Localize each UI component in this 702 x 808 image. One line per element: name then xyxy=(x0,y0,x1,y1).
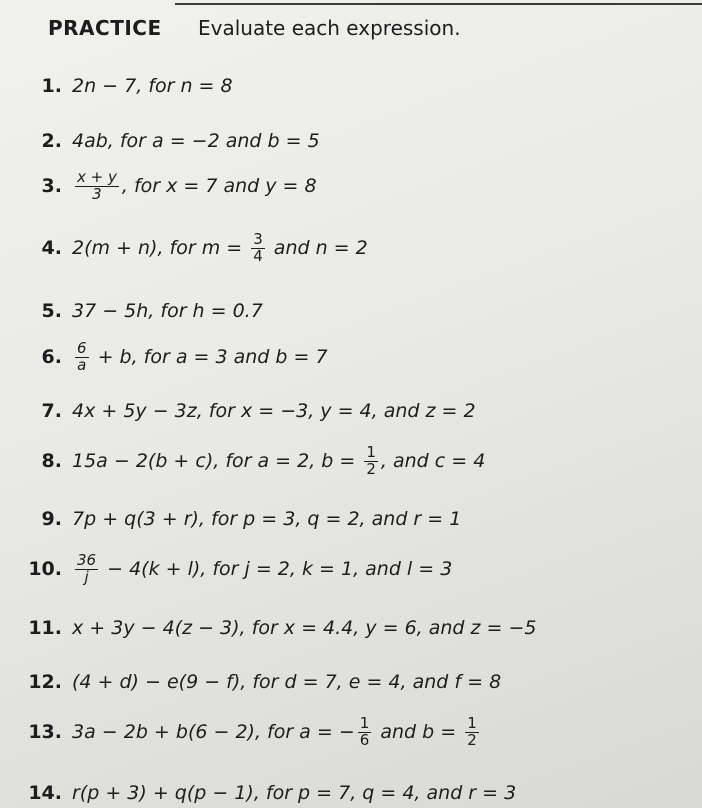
denominator: j xyxy=(84,567,89,586)
fraction xyxy=(358,716,372,749)
problem-12 xyxy=(24,671,501,693)
problem-number: 4. xyxy=(41,236,62,259)
problem-text: 2(m + n), for m = xyxy=(72,236,249,259)
denominator: 2 xyxy=(467,730,477,749)
problem-9 xyxy=(24,508,461,530)
section-label: PRACTICE xyxy=(48,16,162,40)
numerator: 3 xyxy=(253,230,263,248)
numerator: 36 xyxy=(77,551,97,569)
problem-text: 2n − 7, for n = 8 xyxy=(72,75,233,97)
problem-7 xyxy=(24,400,476,422)
problem-text: 15a − 2(b + c), for a = 2, b = xyxy=(72,449,362,472)
problem-13 xyxy=(24,716,482,749)
problem-number: 3. xyxy=(41,174,62,197)
problem-text: 37 − 5h, for h = 0.7 xyxy=(72,300,263,322)
denominator: a xyxy=(77,355,87,374)
problem-number: 5. xyxy=(41,300,62,322)
problem-text: , for x = 7 and y = 8 xyxy=(121,174,317,197)
top-rule xyxy=(175,3,702,5)
problem-number: 14. xyxy=(28,782,62,804)
problem-number: 13. xyxy=(28,720,62,743)
fraction xyxy=(364,445,378,478)
problem-text: 7p + q(3 + r), for p = 3, q = 2, and r = 1 xyxy=(72,508,462,530)
problem-2 xyxy=(24,130,320,152)
denominator: 6 xyxy=(359,730,370,749)
denominator: 4 xyxy=(253,246,263,265)
problem-number: 12. xyxy=(28,671,62,693)
problem-number: 6. xyxy=(41,345,62,368)
problem-8 xyxy=(24,445,485,478)
problem-text: + b, for a = 3 and b = 7 xyxy=(91,345,328,368)
problem-number: 9. xyxy=(41,508,62,530)
problem-3 xyxy=(24,170,317,203)
problem-number: 8. xyxy=(41,449,62,472)
problem-text: 4ab, for a = −2 and b = 5 xyxy=(72,130,320,152)
numerator: 1 xyxy=(366,443,376,461)
fraction xyxy=(75,553,98,586)
fraction xyxy=(75,341,89,374)
problem-text-mid: and b = xyxy=(374,720,463,743)
numerator: x + y xyxy=(77,168,117,186)
problem-text: 3a − 2b + b(6 − 2), for a = − xyxy=(72,720,355,743)
problem-text-end: and n = 2 xyxy=(267,236,368,259)
denominator: 2 xyxy=(366,459,376,478)
problem-text-end: , and c = 4 xyxy=(380,449,486,472)
problem-number: 7. xyxy=(41,400,62,422)
problem-number: 2. xyxy=(41,130,62,152)
problem-6 xyxy=(24,341,328,374)
instruction-text: Evaluate each expression. xyxy=(198,16,461,40)
problem-number: 11. xyxy=(28,617,62,639)
fraction-2 xyxy=(465,716,479,749)
fraction xyxy=(251,232,265,265)
problem-text: (4 + d) − e(9 − f), for d = 7, e = 4, and f = 8 xyxy=(72,671,502,693)
problem-text: − 4(k + l), for j = 2, k = 1, and l = 3 xyxy=(101,557,453,580)
numerator: 6 xyxy=(77,339,87,357)
problem-number: 1. xyxy=(41,75,62,97)
problem-text: r(p + 3) + q(p − 1), for p = 7, q = 4, and r = 3 xyxy=(72,782,517,804)
problem-4 xyxy=(24,232,368,265)
problem-number: 10. xyxy=(28,557,62,580)
problem-10 xyxy=(24,553,452,586)
problem-1 xyxy=(24,75,233,97)
problem-5 xyxy=(24,300,263,322)
denominator: 3 xyxy=(92,184,102,203)
fraction xyxy=(75,170,119,203)
problem-14 xyxy=(24,782,516,804)
problem-text: x + 3y − 4(z − 3), for x = 4.4, y = 6, and z = −5 xyxy=(72,617,537,639)
practice-header xyxy=(48,16,461,40)
numerator: 1 xyxy=(359,714,370,732)
problem-text: 4x + 5y − 3z, for x = −3, y = 4, and z = 2 xyxy=(72,400,476,422)
problem-11 xyxy=(24,617,537,639)
numerator: 1 xyxy=(467,714,477,732)
